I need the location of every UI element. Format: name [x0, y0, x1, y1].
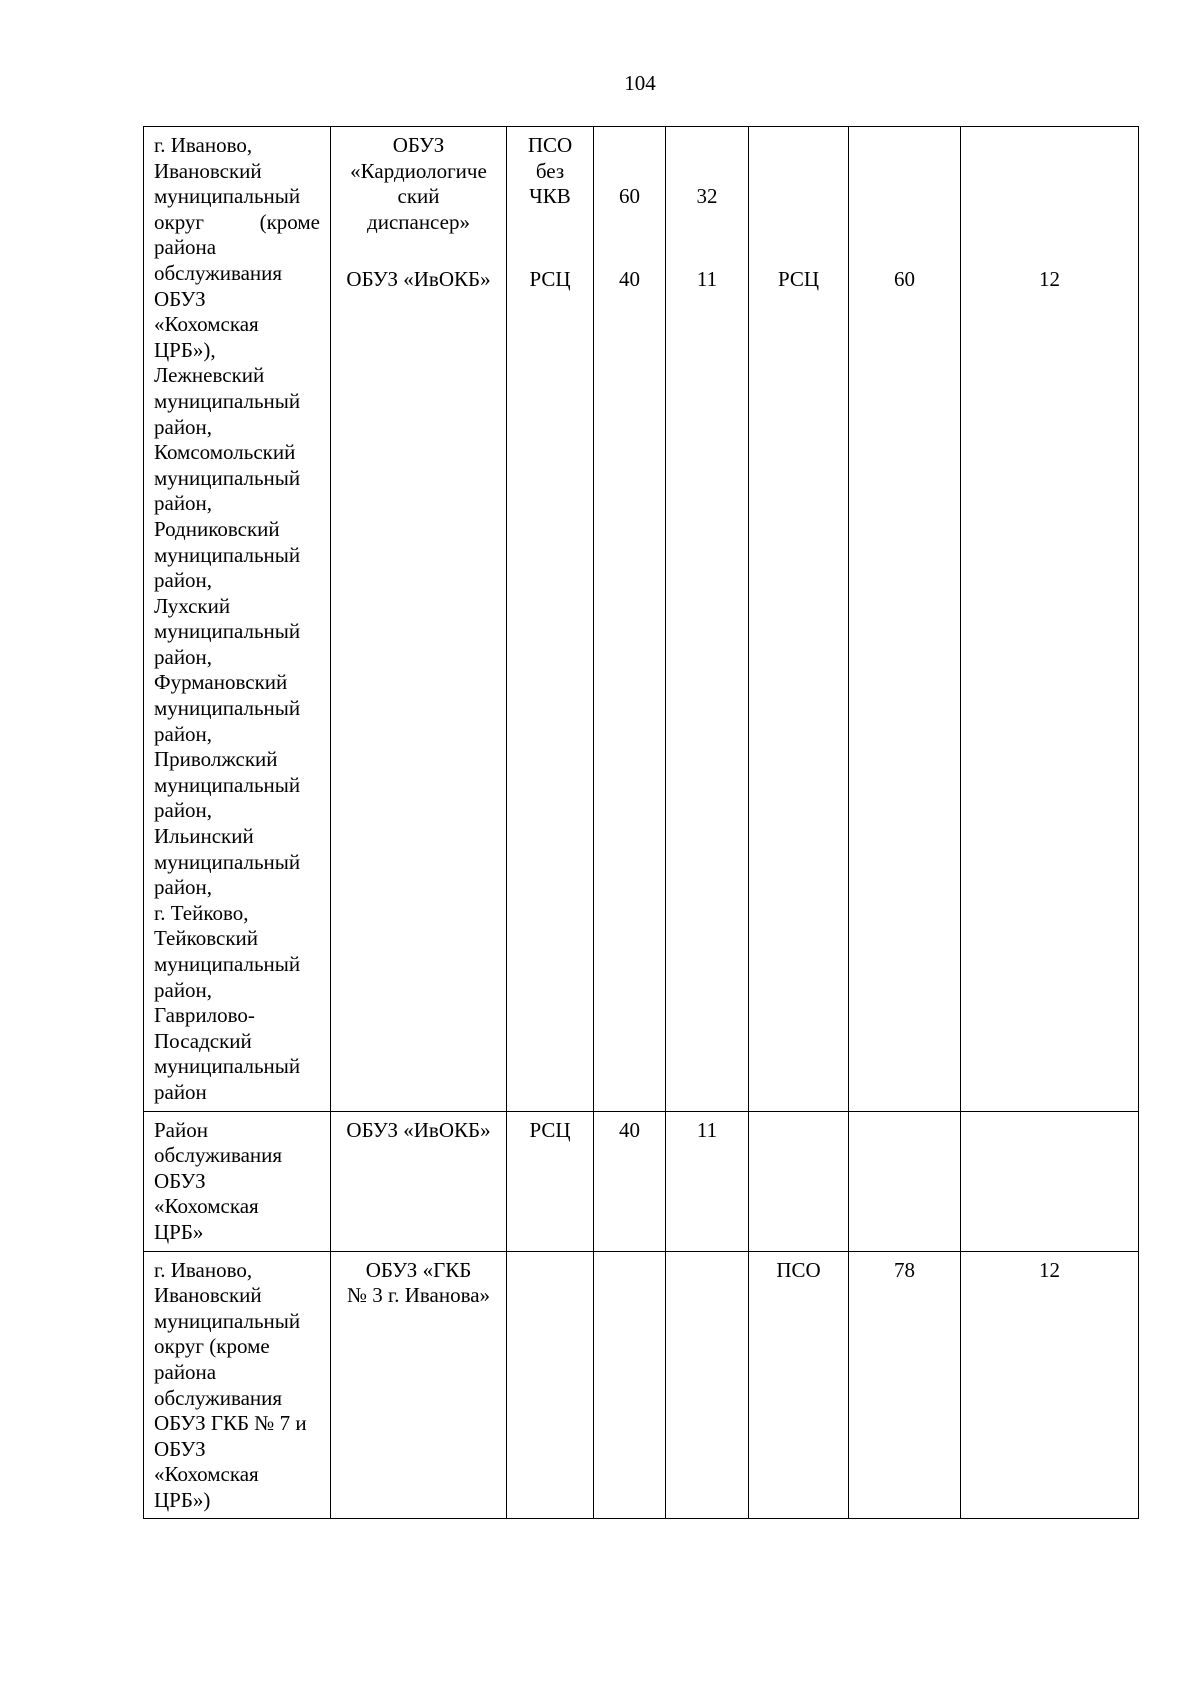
- value-cell: 12: [961, 127, 1139, 1112]
- unit-type-cell: [507, 1251, 594, 1519]
- organization-cell: ОБУЗ «Кардиологиче ский диспансер» ОБУЗ «ИвОКБ»: [331, 127, 507, 1112]
- value-cell: 60: [849, 127, 961, 1112]
- value-cell: [961, 1111, 1139, 1251]
- unit-type-cell: РСЦ: [507, 1111, 594, 1251]
- unit-type-cell: [749, 1111, 849, 1251]
- value-cell: [594, 1251, 666, 1519]
- unit-type-cell: ПСО без ЧКВ РСЦ: [507, 127, 594, 1112]
- unit-type-cell: ПСО: [749, 1251, 849, 1519]
- value-cell: 11: [666, 1111, 749, 1251]
- value-cell: 40: [594, 1111, 666, 1251]
- value-cell: 60 40: [594, 127, 666, 1112]
- value-cell: [666, 1251, 749, 1519]
- page-number: 104: [624, 71, 656, 95]
- region-cell: г. Иваново, Ивановский муниципальный округ (кроме района обслуживания ОБУЗ ГКБ № 7 и ОБУЗ «Кохомская ЦРБ»): [144, 1251, 331, 1519]
- table-row: [144, 1111, 1139, 1251]
- organization-cell: ОБУЗ «ИвОКБ»: [331, 1111, 507, 1251]
- routing-table: [143, 126, 1139, 1519]
- value-cell: 12: [961, 1251, 1139, 1519]
- region-cell: г. Иваново, Ивановский муниципальный округ (кроме района обслуживания ОБУЗ «Кохомская ЦРБ»), Лежневский муниципальный район, Комсомольский муниципальный район, Родниковский муниципальный район, Лухский муниципальный район, Фурмановский муниципальный район, Приволжский муниципальный район, Ильинский муниципальный район, г. Тейково, Тейковский муниципальный район, Гаврилово- Посадский муниципальный район: [144, 127, 331, 1112]
- region-cell: Район обслуживания ОБУЗ «Кохомская ЦРБ»: [144, 1111, 331, 1251]
- value-cell: [849, 1111, 961, 1251]
- table-row: [144, 1251, 1139, 1519]
- value-cell: 78: [849, 1251, 961, 1519]
- table-row: [144, 127, 1139, 1112]
- unit-type-cell: РСЦ: [749, 127, 849, 1112]
- value-cell: 32 11: [666, 127, 749, 1112]
- organization-cell: ОБУЗ «ГКБ № 3 г. Иванова»: [331, 1251, 507, 1519]
- region-line: округ (кроме: [154, 209, 320, 234]
